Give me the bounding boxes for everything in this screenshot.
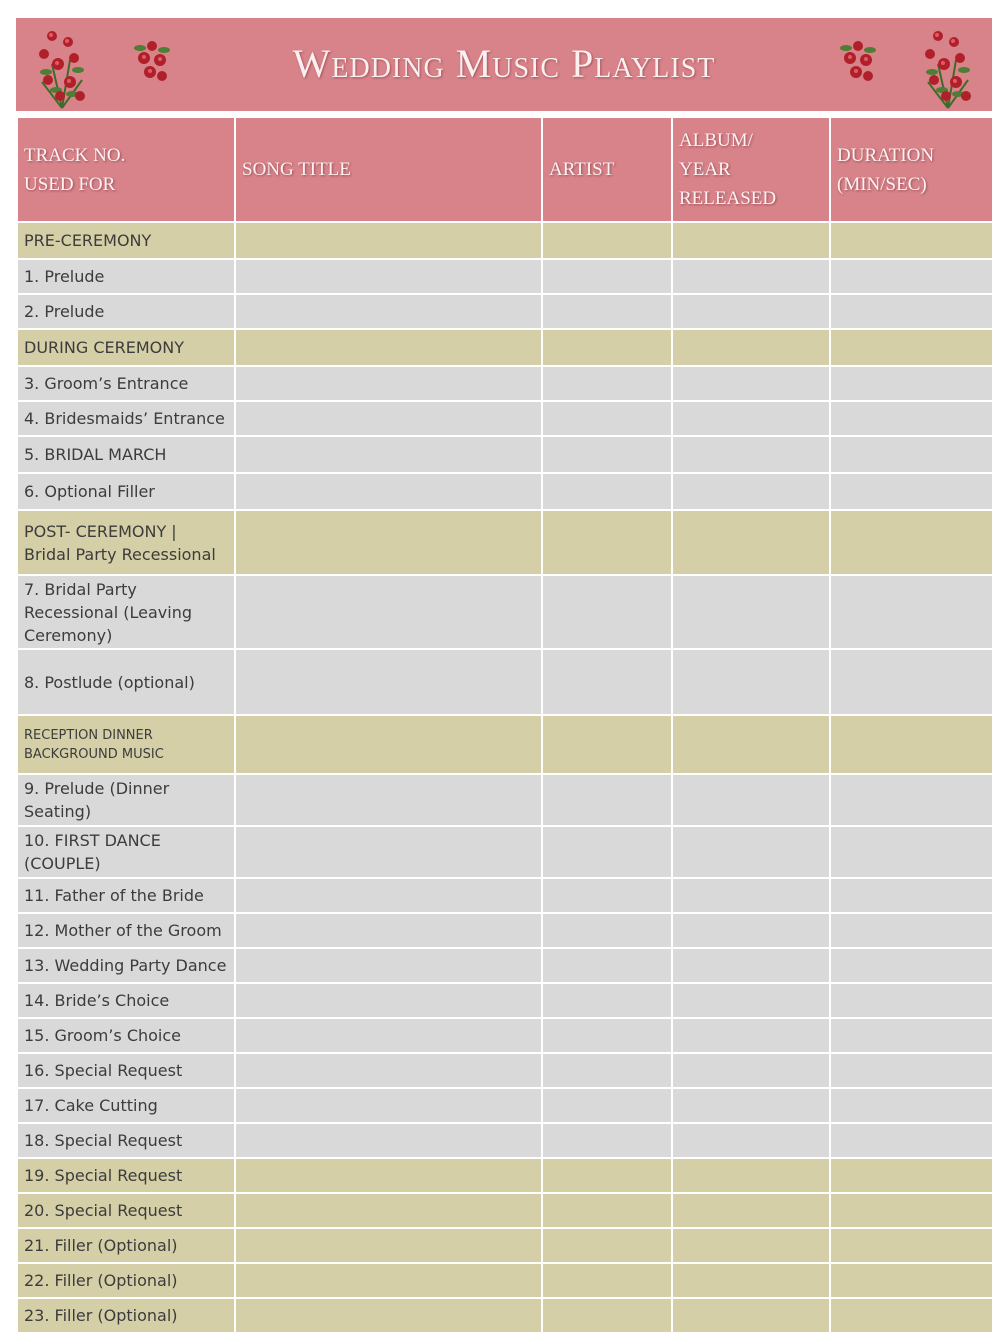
artist-cell[interactable] — [542, 878, 672, 913]
duration-cell[interactable] — [830, 1193, 993, 1228]
artist-cell[interactable] — [542, 329, 672, 366]
song-title-cell[interactable] — [235, 259, 542, 294]
album-year-cell[interactable] — [672, 222, 830, 259]
duration-cell[interactable] — [830, 510, 993, 575]
track-row — [17, 826, 993, 878]
album-year-cell[interactable] — [672, 1298, 830, 1333]
song-title-cell[interactable] — [235, 1088, 542, 1123]
artist-cell[interactable] — [542, 774, 672, 826]
page-title: Wedding Music Playlist — [292, 41, 716, 86]
song-title-cell[interactable] — [235, 294, 542, 329]
artist-cell[interactable] — [542, 436, 672, 473]
album-year-cell[interactable] — [672, 878, 830, 913]
artist-cell[interactable] — [542, 983, 672, 1018]
album-year-cell[interactable] — [672, 649, 830, 715]
album-year-cell[interactable] — [672, 913, 830, 948]
duration-cell[interactable] — [830, 1298, 993, 1333]
track-label-cell: 17. Cake Cutting — [17, 1088, 235, 1123]
duration-cell[interactable] — [830, 774, 993, 826]
column-header-album-year: ALBUM/ YEAR RELEASED — [672, 117, 830, 222]
artist-cell[interactable] — [542, 222, 672, 259]
track-row — [17, 575, 993, 649]
album-year-cell[interactable] — [672, 826, 830, 878]
column-header-artist: ARTIST — [542, 117, 672, 222]
duration-cell[interactable] — [830, 1053, 993, 1088]
song-title-cell[interactable] — [235, 715, 542, 774]
track-row — [17, 878, 993, 913]
artist-cell[interactable] — [542, 1263, 672, 1298]
section-row — [17, 1298, 993, 1333]
duration-cell[interactable] — [830, 329, 993, 366]
duration-cell[interactable] — [830, 1228, 993, 1263]
album-year-cell[interactable] — [672, 1193, 830, 1228]
artist-cell[interactable] — [542, 1298, 672, 1333]
header-row — [17, 117, 993, 222]
song-title-cell[interactable] — [235, 222, 542, 259]
song-title-cell[interactable] — [235, 1193, 542, 1228]
section-row — [17, 1193, 993, 1228]
track-row — [17, 401, 993, 436]
duration-cell[interactable] — [830, 948, 993, 983]
album-year-cell[interactable] — [672, 436, 830, 473]
column-header-track: TRACK NO. USED FOR — [17, 117, 235, 222]
duration-cell[interactable] — [830, 826, 993, 878]
section-row — [17, 715, 993, 774]
song-title-cell[interactable] — [235, 1158, 542, 1193]
artist-cell[interactable] — [542, 1123, 672, 1158]
track-label-cell: 15. Groom’s Choice — [17, 1018, 235, 1053]
duration-cell[interactable] — [830, 366, 993, 401]
artist-cell[interactable] — [542, 826, 672, 878]
duration-cell[interactable] — [830, 222, 993, 259]
album-year-cell[interactable] — [672, 1263, 830, 1298]
duration-cell[interactable] — [830, 294, 993, 329]
album-year-cell[interactable] — [672, 1018, 830, 1053]
track-label-cell: 16. Special Request — [17, 1053, 235, 1088]
album-year-cell[interactable] — [672, 1088, 830, 1123]
track-row — [17, 294, 993, 329]
album-year-cell[interactable] — [672, 715, 830, 774]
song-title-cell[interactable] — [235, 1263, 542, 1298]
track-row — [17, 436, 993, 473]
song-title-cell[interactable] — [235, 1298, 542, 1333]
track-label-cell: 18. Special Request — [17, 1123, 235, 1158]
artist-cell[interactable] — [542, 366, 672, 401]
section-row — [17, 329, 993, 366]
track-row — [17, 473, 993, 510]
track-row — [17, 1053, 993, 1088]
track-label-cell: PRE-CEREMONY — [17, 222, 235, 259]
song-title-cell[interactable] — [235, 1018, 542, 1053]
track-row — [17, 649, 993, 715]
duration-cell[interactable] — [830, 878, 993, 913]
duration-cell[interactable] — [830, 649, 993, 715]
artist-cell[interactable] — [542, 575, 672, 649]
track-row — [17, 1123, 993, 1158]
track-label-cell: 11. Father of the Bride — [17, 878, 235, 913]
track-row — [17, 948, 993, 983]
album-year-cell[interactable] — [672, 1158, 830, 1193]
track-row — [17, 1088, 993, 1123]
duration-cell[interactable] — [830, 1018, 993, 1053]
album-year-cell[interactable] — [672, 575, 830, 649]
song-title-cell[interactable] — [235, 983, 542, 1018]
song-title-cell[interactable] — [235, 473, 542, 510]
track-label-cell: 22. Filler (Optional) — [17, 1263, 235, 1298]
song-title-cell[interactable] — [235, 878, 542, 913]
artist-cell[interactable] — [542, 913, 672, 948]
song-title-cell[interactable] — [235, 366, 542, 401]
track-label-cell: 21. Filler (Optional) — [17, 1228, 235, 1263]
album-year-cell[interactable] — [672, 401, 830, 436]
track-label-cell: POST- CEREMONY | Bridal Party Recessional — [17, 510, 235, 575]
album-year-cell[interactable] — [672, 1053, 830, 1088]
song-title-cell[interactable] — [235, 436, 542, 473]
column-header-song-title: SONG TITLE — [235, 117, 542, 222]
artist-cell[interactable] — [542, 1053, 672, 1088]
track-label-cell: 10. FIRST DANCE (COUPLE) — [17, 826, 235, 878]
artist-cell[interactable] — [542, 294, 672, 329]
album-year-cell[interactable] — [672, 948, 830, 983]
track-label-cell: 20. Special Request — [17, 1193, 235, 1228]
track-row — [17, 774, 993, 826]
track-label-cell: 23. Filler (Optional) — [17, 1298, 235, 1333]
rose-bouquet-icon — [916, 24, 980, 110]
artist-cell[interactable] — [542, 259, 672, 294]
artist-cell[interactable] — [542, 715, 672, 774]
track-label-cell: 12. Mother of the Groom — [17, 913, 235, 948]
duration-cell[interactable] — [830, 259, 993, 294]
duration-cell[interactable] — [830, 473, 993, 510]
section-row — [17, 1263, 993, 1298]
track-label-cell: 19. Special Request — [17, 1158, 235, 1193]
duration-cell[interactable] — [830, 1088, 993, 1123]
track-row — [17, 1018, 993, 1053]
section-row — [17, 1158, 993, 1193]
playlist-table — [16, 116, 994, 1334]
track-label-cell: 5. BRIDAL MARCH — [17, 436, 235, 473]
artist-cell[interactable] — [542, 1193, 672, 1228]
duration-cell[interactable] — [830, 715, 993, 774]
album-year-cell[interactable] — [672, 473, 830, 510]
song-title-cell[interactable] — [235, 575, 542, 649]
track-label-cell: 9. Prelude (Dinner Seating) — [17, 774, 235, 826]
track-label-cell: 4. Bridesmaids’ Entrance — [17, 401, 235, 436]
artist-cell[interactable] — [542, 1088, 672, 1123]
section-row — [17, 510, 993, 575]
track-label-cell: 7. Bridal Party Recessional (Leaving Ceremony) — [17, 575, 235, 649]
album-year-cell[interactable] — [672, 329, 830, 366]
song-title-cell[interactable] — [235, 1123, 542, 1158]
song-title-cell[interactable] — [235, 1053, 542, 1088]
section-row — [17, 222, 993, 259]
song-title-cell[interactable] — [235, 1228, 542, 1263]
track-label-cell: 2. Prelude — [17, 294, 235, 329]
section-row — [17, 1228, 993, 1263]
duration-cell[interactable] — [830, 1158, 993, 1193]
artist-cell[interactable] — [542, 649, 672, 715]
track-label-cell: 6. Optional Filler — [17, 473, 235, 510]
track-row — [17, 259, 993, 294]
song-title-cell[interactable] — [235, 649, 542, 715]
title-banner — [16, 18, 992, 111]
artist-cell[interactable] — [542, 473, 672, 510]
artist-cell[interactable] — [542, 401, 672, 436]
column-header-duration: DURATION (MIN/SEC) — [830, 117, 993, 222]
artist-cell[interactable] — [542, 948, 672, 983]
album-year-cell[interactable] — [672, 259, 830, 294]
track-label-cell: 3. Groom’s Entrance — [17, 366, 235, 401]
duration-cell[interactable] — [830, 983, 993, 1018]
album-year-cell[interactable] — [672, 774, 830, 826]
album-year-cell[interactable] — [672, 1123, 830, 1158]
song-title-cell[interactable] — [235, 329, 542, 366]
track-label-cell: 8. Postlude (optional) — [17, 649, 235, 715]
duration-cell[interactable] — [830, 401, 993, 436]
duration-cell[interactable] — [830, 1263, 993, 1298]
artist-cell[interactable] — [542, 510, 672, 575]
song-title-cell[interactable] — [235, 774, 542, 826]
album-year-cell[interactable] — [672, 1228, 830, 1263]
album-year-cell[interactable] — [672, 294, 830, 329]
album-year-cell[interactable] — [672, 983, 830, 1018]
track-row — [17, 366, 993, 401]
track-label-cell: DURING CEREMONY — [17, 329, 235, 366]
track-row — [17, 983, 993, 1018]
track-label-cell: 1. Prelude — [17, 259, 235, 294]
album-year-cell[interactable] — [672, 366, 830, 401]
track-label-cell: 13. Wedding Party Dance — [17, 948, 235, 983]
rose-cluster-icon — [836, 38, 880, 84]
duration-cell[interactable] — [830, 1123, 993, 1158]
track-row — [17, 913, 993, 948]
artist-cell[interactable] — [542, 1018, 672, 1053]
album-year-cell[interactable] — [672, 510, 830, 575]
song-title-cell[interactable] — [235, 510, 542, 575]
duration-cell[interactable] — [830, 436, 993, 473]
song-title-cell[interactable] — [235, 913, 542, 948]
track-label-cell: 14. Bride’s Choice — [17, 983, 235, 1018]
song-title-cell[interactable] — [235, 826, 542, 878]
artist-cell[interactable] — [542, 1228, 672, 1263]
track-label-cell: RECEPTION DINNER BACKGROUND MUSIC — [17, 715, 235, 774]
duration-cell[interactable] — [830, 575, 993, 649]
artist-cell[interactable] — [542, 1158, 672, 1193]
song-title-cell[interactable] — [235, 948, 542, 983]
song-title-cell[interactable] — [235, 401, 542, 436]
duration-cell[interactable] — [830, 913, 993, 948]
